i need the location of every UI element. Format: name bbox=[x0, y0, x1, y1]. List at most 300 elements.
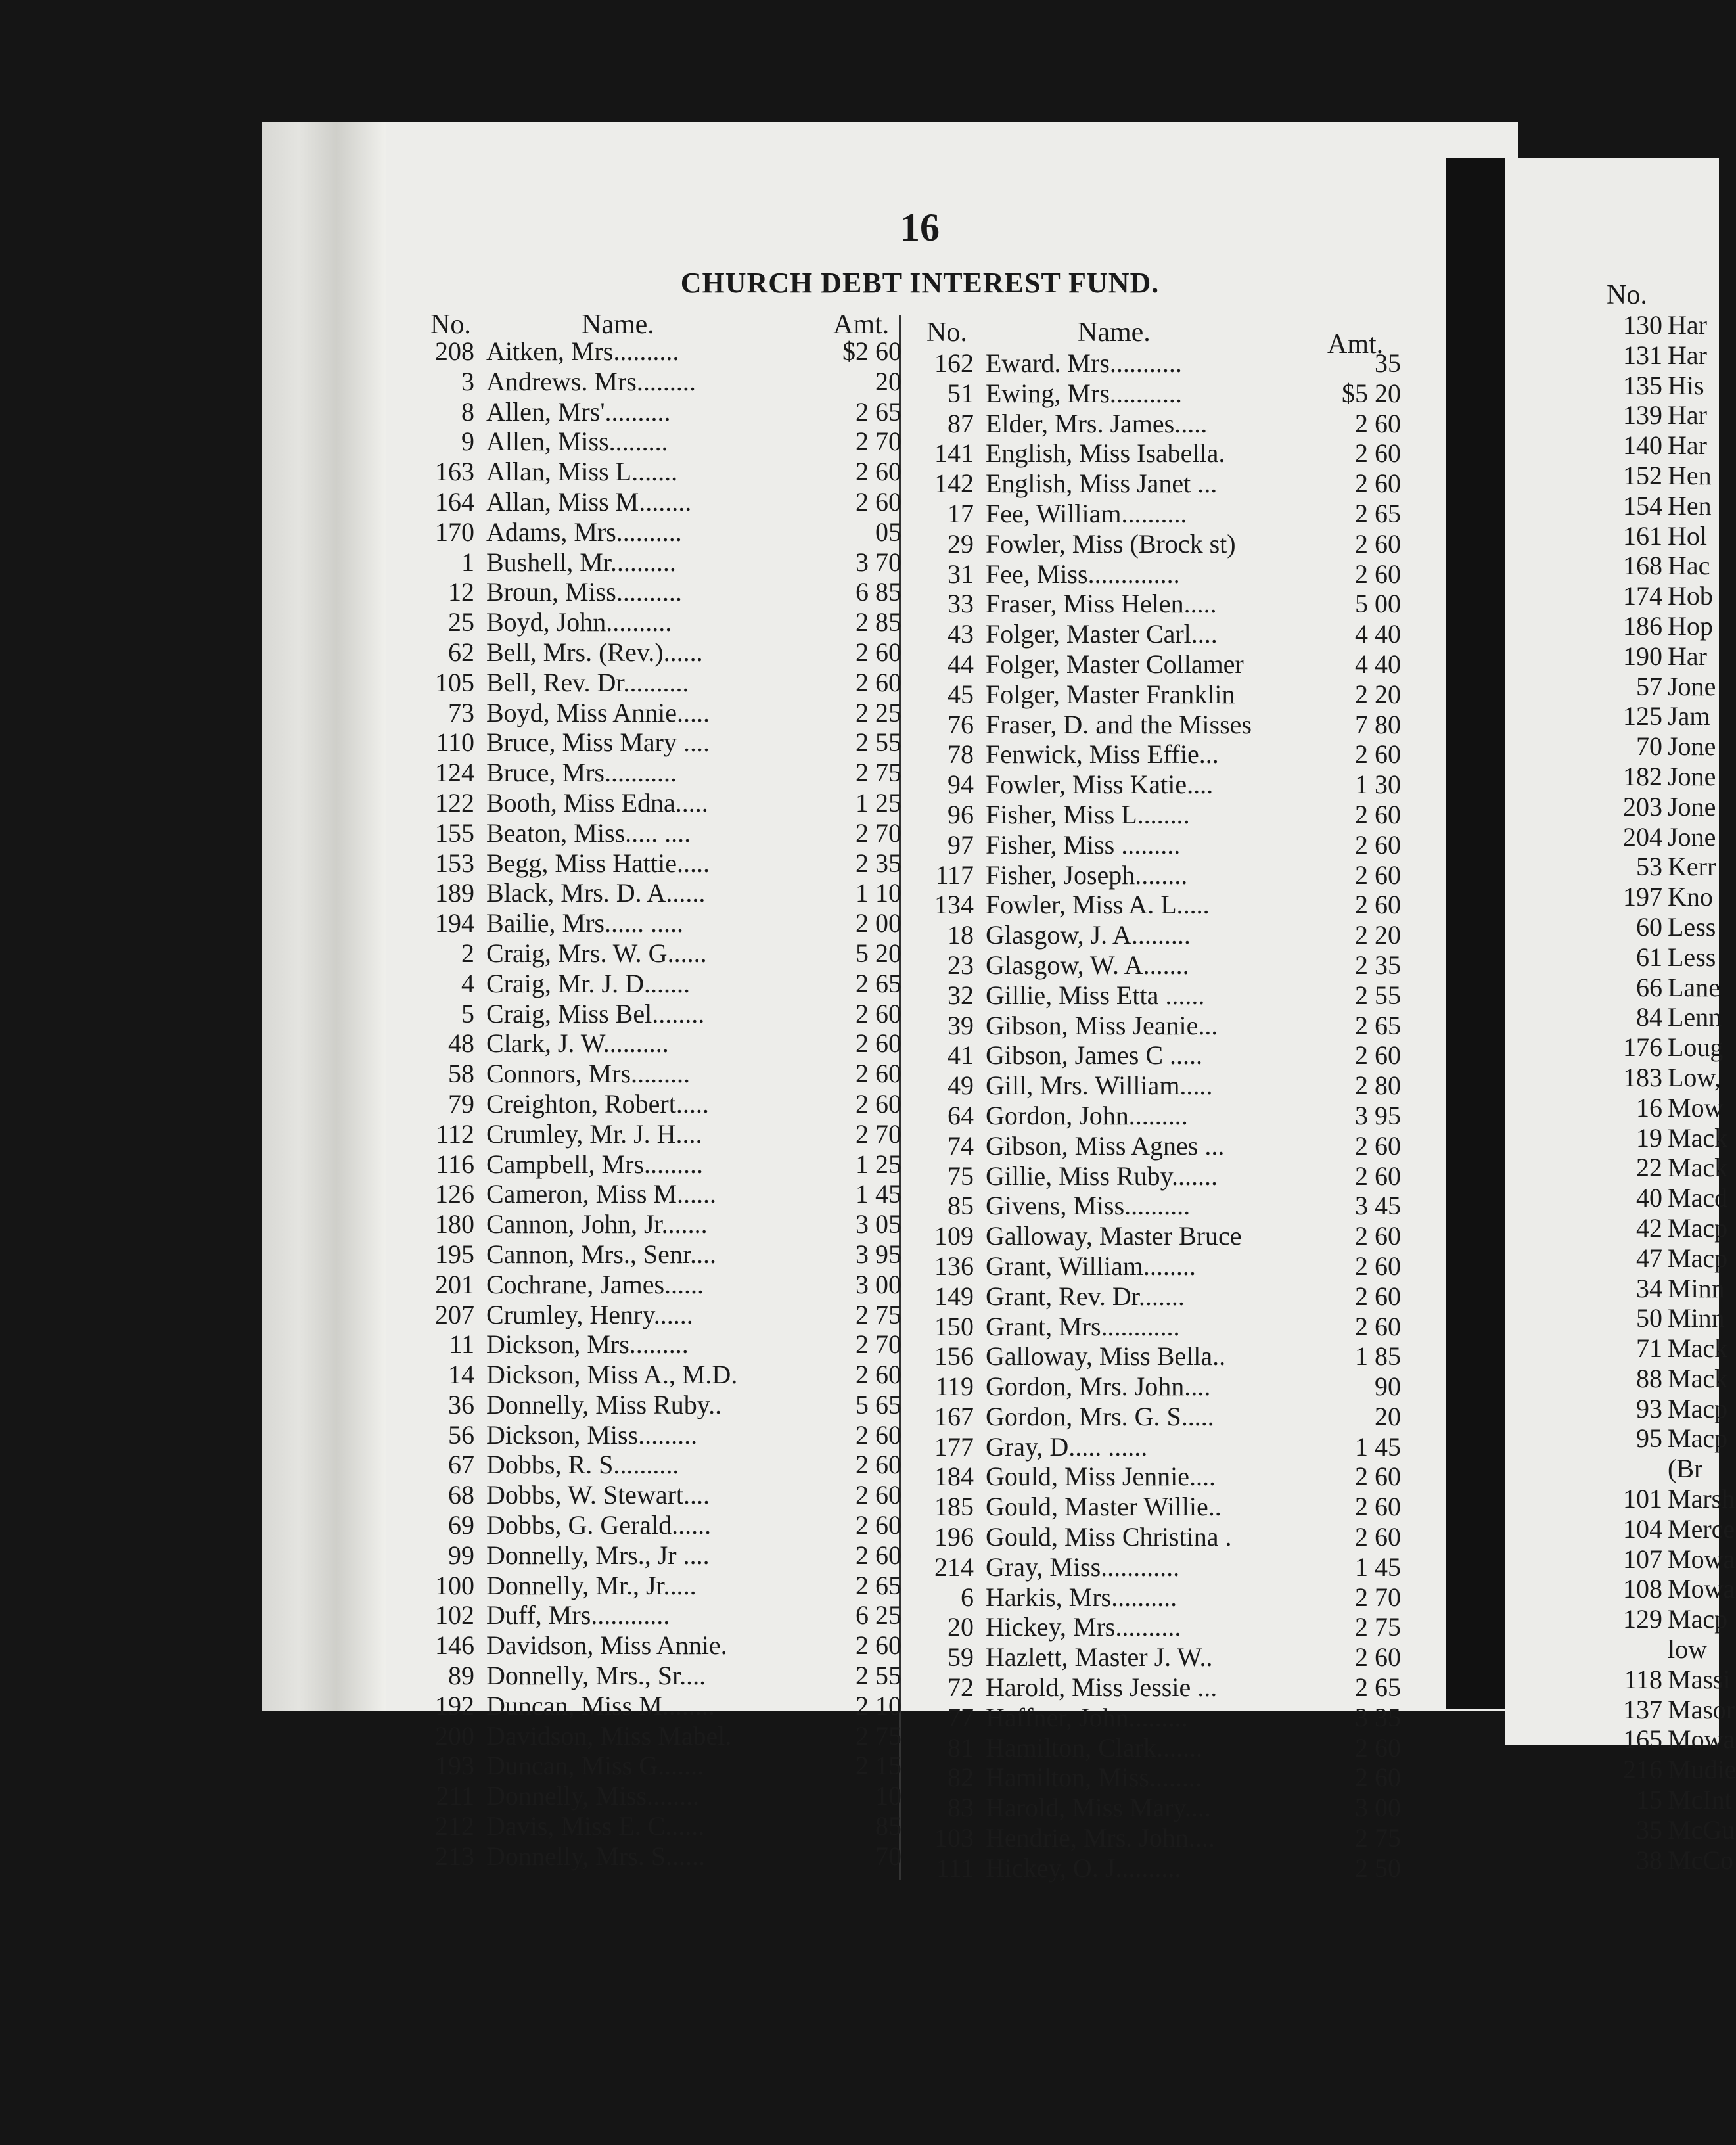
entry-name: Mowa bbox=[1668, 1544, 1735, 1574]
entry-name: Dickson, Mrs......... bbox=[486, 1329, 689, 1360]
entry-no: 149 bbox=[934, 1281, 974, 1311]
list-item bbox=[402, 1510, 902, 1540]
entry-no: 108 bbox=[1623, 1574, 1662, 1604]
entry-no: 96 bbox=[948, 799, 974, 829]
entry-no: 39 bbox=[948, 1010, 974, 1040]
list-item bbox=[1597, 1153, 1728, 1183]
entry-amt: 2 60 bbox=[1355, 528, 1401, 559]
entry-amt: 3 45 bbox=[1355, 1191, 1401, 1221]
list-item bbox=[402, 818, 902, 848]
list-item bbox=[902, 1462, 1401, 1492]
entry-no: 38 bbox=[1636, 1845, 1662, 1875]
entry-name: Kno bbox=[1668, 882, 1713, 912]
entry-no: 97 bbox=[948, 829, 974, 860]
list-item bbox=[902, 1312, 1401, 1342]
entry-amt: 2 65 bbox=[1355, 1010, 1401, 1040]
entry-name: Donnelly, Mrs., Jr .... bbox=[486, 1540, 710, 1570]
entry-no: 88 bbox=[1636, 1363, 1662, 1393]
entry-amt: 2 60 bbox=[856, 1630, 902, 1661]
entry-name: Hen bbox=[1668, 490, 1712, 520]
entry-no: 15 bbox=[1636, 1785, 1662, 1815]
entry-amt: 6 85 bbox=[856, 577, 902, 607]
entry-name: Creighton, Robert..... bbox=[486, 1088, 709, 1119]
entry-no: 17 bbox=[948, 498, 974, 528]
list-item bbox=[902, 1372, 1401, 1402]
entry-no: 4 bbox=[461, 968, 474, 998]
entry-no: 29 bbox=[948, 528, 974, 559]
list-item bbox=[1597, 1785, 1732, 1815]
entry-amt: 2 60 bbox=[856, 1360, 902, 1390]
entry-amt: 1 85 bbox=[1355, 1341, 1401, 1372]
entry-amt: 2 60 bbox=[856, 1450, 902, 1480]
entry-no: 154 bbox=[1623, 490, 1662, 520]
entry-amt: 3 00 bbox=[856, 1269, 902, 1299]
entry-no: 130 bbox=[1623, 310, 1662, 340]
entry-amt: 5 20 bbox=[856, 938, 902, 968]
entry-name: McInt bbox=[1668, 1785, 1732, 1815]
entry-no: 131 bbox=[1623, 340, 1662, 370]
entry-no: 66 bbox=[1636, 972, 1662, 1002]
entry-name: Gibson, Miss Agnes ... bbox=[986, 1130, 1225, 1161]
entry-no: 42 bbox=[1636, 1212, 1662, 1243]
entry-name: Jone bbox=[1668, 791, 1716, 821]
list-item bbox=[402, 848, 902, 879]
entry-amt: 2 70 bbox=[856, 1119, 902, 1149]
entry-amt: 2 60 bbox=[1355, 1522, 1401, 1552]
entry-name: Fowler, Miss A. L..... bbox=[986, 890, 1210, 920]
entry-no: 118 bbox=[1624, 1664, 1662, 1694]
list-item bbox=[402, 788, 902, 818]
entry-amt: 2 60 bbox=[1355, 438, 1401, 469]
entry-no: 16 bbox=[1636, 1092, 1662, 1122]
list-item bbox=[402, 1630, 902, 1661]
list-item bbox=[402, 487, 902, 517]
list-item bbox=[1597, 1394, 1728, 1424]
list-item bbox=[902, 1221, 1401, 1251]
list-item bbox=[902, 619, 1401, 649]
list-item bbox=[1597, 701, 1728, 731]
list-item bbox=[402, 1119, 902, 1149]
list-item bbox=[902, 438, 1401, 469]
entry-amt: 2 50 bbox=[1355, 1853, 1401, 1883]
entry-name: Givens, Miss.......... bbox=[986, 1191, 1191, 1221]
list-item bbox=[1597, 521, 1728, 551]
entry-name: Fraser, Miss Helen..... bbox=[986, 589, 1217, 619]
list-item bbox=[1597, 1063, 1728, 1093]
list-item bbox=[902, 379, 1401, 409]
entry-amt: 2 60 bbox=[1355, 890, 1401, 920]
list-item bbox=[402, 1540, 902, 1571]
list-item bbox=[902, 920, 1401, 950]
entry-name: Andrews. Mrs......... bbox=[486, 366, 696, 396]
entry-name: Lane bbox=[1668, 972, 1720, 1002]
entry-no: 112 bbox=[436, 1119, 474, 1149]
list-item bbox=[1597, 1694, 1735, 1725]
entry-name: Donnelly, Miss........ bbox=[486, 1781, 700, 1811]
right-name-header: Name. bbox=[1078, 317, 1151, 348]
entry-no: 8 bbox=[461, 396, 474, 427]
entry-no: 75 bbox=[948, 1161, 974, 1191]
entry-amt: 2 75 bbox=[1355, 1823, 1401, 1853]
entry-no: 84 bbox=[1636, 1002, 1662, 1032]
list-item bbox=[1597, 1454, 1728, 1484]
list-item bbox=[402, 1661, 902, 1691]
entry-name: Broun, Miss.......... bbox=[486, 577, 682, 607]
left-name-header: Name. bbox=[582, 310, 654, 340]
entry-no: 33 bbox=[948, 589, 974, 619]
entry-no: 192 bbox=[435, 1690, 474, 1720]
entry-name: Craig, Mrs. W. G...... bbox=[486, 938, 707, 968]
entry-no: 194 bbox=[435, 908, 474, 938]
list-item bbox=[402, 1691, 902, 1721]
entry-name: Dobbs, G. Gerald...... bbox=[486, 1510, 712, 1540]
list-item bbox=[402, 938, 902, 969]
list-item bbox=[902, 559, 1401, 589]
list-item bbox=[402, 969, 902, 999]
entry-name: Crumley, Henry...... bbox=[486, 1299, 693, 1329]
entry-no: 155 bbox=[435, 818, 474, 848]
entry-name: Gibson, James C ..... bbox=[986, 1040, 1202, 1071]
list-item bbox=[1597, 1604, 1728, 1634]
entry-amt: 3 00 bbox=[1355, 1793, 1401, 1823]
entry-amt: 2 60 bbox=[1355, 739, 1401, 770]
entry-no: 100 bbox=[435, 1570, 474, 1600]
entry-no: 162 bbox=[934, 348, 974, 378]
entry-name: Fisher, Miss L........ bbox=[986, 799, 1190, 829]
entry-amt: 5 65 bbox=[856, 1389, 902, 1419]
entry-name: Eward. Mrs........... bbox=[986, 348, 1182, 378]
list-item bbox=[902, 1552, 1401, 1582]
list-item bbox=[1597, 1755, 1736, 1785]
entry-amt: 2 15 bbox=[856, 1751, 902, 1781]
entry-no: 61 bbox=[1636, 942, 1662, 972]
list-item bbox=[902, 739, 1401, 770]
entry-name: Fee, William.......... bbox=[986, 498, 1187, 528]
entry-name: Allan, Miss L....... bbox=[486, 457, 678, 487]
entry-no: 204 bbox=[1623, 821, 1662, 852]
entry-no: 140 bbox=[1623, 430, 1662, 461]
left-amt-header: Amt. bbox=[833, 310, 890, 340]
list-item bbox=[902, 1071, 1401, 1101]
entry-name: Dickson, Miss A., M.D. bbox=[486, 1360, 738, 1390]
entry-name: Mack bbox=[1668, 1363, 1728, 1393]
list-item bbox=[402, 1149, 902, 1180]
entry-name: Har bbox=[1668, 430, 1707, 461]
entry-name: Hob bbox=[1668, 581, 1713, 611]
entry-name: Mack bbox=[1668, 1122, 1728, 1153]
entry-name: Macp bbox=[1668, 1212, 1728, 1243]
entry-no: 163 bbox=[435, 457, 474, 487]
entry-no: 142 bbox=[934, 469, 974, 499]
entry-name: Bell, Mrs. (Rev.)...... bbox=[486, 637, 703, 667]
entry-no: 117 bbox=[935, 860, 974, 890]
entry-name: Hen bbox=[1668, 460, 1712, 490]
entry-no: 129 bbox=[1623, 1604, 1662, 1634]
entry-amt: 2 70 bbox=[856, 1329, 902, 1360]
facing-entry-list bbox=[1597, 310, 1736, 1875]
entry-no: 104 bbox=[1623, 1513, 1662, 1544]
entry-name: Gould, Miss Christina . bbox=[986, 1522, 1232, 1552]
entry-name: Harkis, Mrs.......... bbox=[986, 1582, 1177, 1612]
entry-amt: 2 60 bbox=[1355, 408, 1401, 438]
entry-amt: 5 00 bbox=[1355, 589, 1401, 619]
entry-no: 183 bbox=[1623, 1062, 1662, 1092]
entry-name: Gibson, Miss Jeanie... bbox=[986, 1010, 1218, 1040]
entry-amt: 1 45 bbox=[856, 1179, 902, 1209]
entry-name: Davis, Miss E. C...... bbox=[486, 1811, 705, 1841]
list-item bbox=[902, 770, 1401, 800]
entry-amt: 1 30 bbox=[1355, 770, 1401, 800]
entry-amt: 20 bbox=[1375, 1401, 1401, 1431]
entry-no: 136 bbox=[934, 1251, 974, 1281]
entry-amt: 3 70 bbox=[856, 547, 902, 577]
entry-name: Harold, Miss Jessie ... bbox=[986, 1672, 1218, 1703]
entry-amt: 2 75 bbox=[856, 1720, 902, 1751]
entry-name: Begg, Miss Hattie..... bbox=[486, 848, 710, 878]
list-item bbox=[1597, 1484, 1735, 1514]
entry-amt: 2 60 bbox=[1355, 559, 1401, 589]
list-item bbox=[902, 1612, 1401, 1642]
list-item bbox=[902, 830, 1401, 860]
list-item bbox=[1597, 762, 1728, 792]
entry-amt: 2 25 bbox=[856, 697, 902, 727]
entry-no: 212 bbox=[435, 1811, 474, 1841]
entry-no: 182 bbox=[1623, 761, 1662, 791]
entry-name: Davidson, Miss Annie. bbox=[486, 1630, 727, 1661]
entry-name: Grant, Rev. Dr....... bbox=[986, 1281, 1185, 1311]
entry-amt: 2 60 bbox=[1355, 1732, 1401, 1763]
entry-amt: 2 75 bbox=[1355, 1612, 1401, 1642]
entry-no: 125 bbox=[1623, 701, 1662, 731]
list-item bbox=[902, 1642, 1401, 1672]
list-item bbox=[1597, 491, 1728, 521]
page-number: 16 bbox=[900, 206, 940, 249]
entry-no: 53 bbox=[1636, 852, 1662, 882]
entry-amt: 2 00 bbox=[856, 908, 902, 938]
entry-amt: 2 60 bbox=[1355, 1130, 1401, 1161]
entry-no: 105 bbox=[435, 667, 474, 697]
list-item bbox=[902, 1703, 1401, 1733]
list-item bbox=[1597, 792, 1728, 822]
entry-name: Harold, Miss Mary.... bbox=[986, 1793, 1211, 1823]
list-item bbox=[402, 1239, 902, 1270]
entry-name: Gould, Master Willie.. bbox=[986, 1492, 1222, 1522]
entry-name: low bbox=[1668, 1634, 1707, 1665]
entry-amt: 1 10 bbox=[856, 878, 902, 908]
entry-name: Ewing, Mrs........... bbox=[986, 378, 1182, 408]
entry-amt: 2 60 bbox=[1355, 829, 1401, 860]
entry-amt: 1 25 bbox=[856, 787, 902, 818]
left-entry-list bbox=[402, 336, 902, 1872]
entry-no: 70 bbox=[1636, 731, 1662, 762]
list-item bbox=[902, 1402, 1401, 1432]
entry-no: 12 bbox=[448, 577, 474, 607]
list-item bbox=[1597, 1303, 1728, 1333]
entry-name: Gray, D..... ...... bbox=[986, 1431, 1148, 1462]
entry-amt: 2 60 bbox=[1355, 1763, 1401, 1793]
entry-name: Less bbox=[1668, 942, 1716, 972]
entry-amt: 1 25 bbox=[856, 1149, 902, 1179]
list-item bbox=[1597, 581, 1728, 611]
list-item bbox=[902, 1672, 1401, 1703]
entry-no: 216 bbox=[1623, 1755, 1662, 1785]
entry-name: Fisher, Miss ......... bbox=[986, 829, 1181, 860]
entry-no: 11 bbox=[449, 1329, 474, 1360]
entry-name: Hickey, Mrs.......... bbox=[986, 1612, 1181, 1642]
entry-name: Cannon, Mrs., Senr.... bbox=[486, 1239, 716, 1269]
entry-no: 180 bbox=[435, 1209, 474, 1239]
entry-name: Hamilton, Miss........ bbox=[986, 1763, 1202, 1793]
list-item bbox=[902, 710, 1401, 740]
entry-amt: 2 60 bbox=[1355, 1492, 1401, 1522]
entry-no: 57 bbox=[1636, 671, 1662, 701]
entry-name: English, Miss Janet ... bbox=[986, 469, 1218, 499]
entry-name: Beaton, Miss..... .... bbox=[486, 818, 691, 848]
entry-name: (Br bbox=[1668, 1454, 1703, 1484]
entry-no: 23 bbox=[948, 950, 974, 980]
list-item bbox=[402, 908, 902, 938]
entry-name: Galloway, Master Bruce bbox=[986, 1221, 1242, 1251]
list-item bbox=[1597, 430, 1728, 461]
entry-name: Craig, Mr. J. D....... bbox=[486, 968, 690, 998]
list-item bbox=[402, 1600, 902, 1630]
entry-name: Har bbox=[1668, 340, 1707, 370]
entry-name: Low, bbox=[1668, 1062, 1721, 1092]
entry-amt: 2 60 bbox=[856, 1088, 902, 1119]
entry-amt: 2 55 bbox=[856, 727, 902, 758]
entry-name: Connors, Mrs......... bbox=[486, 1059, 691, 1089]
list-item bbox=[902, 1432, 1401, 1462]
entry-amt: 2 70 bbox=[856, 818, 902, 848]
entry-no: 47 bbox=[1636, 1243, 1662, 1273]
entry-amt: 2 60 bbox=[1355, 1040, 1401, 1071]
right-amt-header: Amt. bbox=[1327, 329, 1384, 359]
list-item bbox=[402, 1781, 902, 1811]
entry-amt: 2 60 bbox=[1355, 469, 1401, 499]
entry-amt: 2 75 bbox=[856, 758, 902, 788]
left-no-header: No. bbox=[430, 310, 471, 340]
entry-amt: 2 80 bbox=[1355, 1071, 1401, 1101]
entry-amt: 1 45 bbox=[1355, 1552, 1401, 1582]
entry-name: Cochrane, James...... bbox=[486, 1269, 704, 1299]
entry-no: 18 bbox=[948, 920, 974, 950]
list-item bbox=[1597, 1243, 1728, 1274]
entry-no: 107 bbox=[1623, 1544, 1662, 1574]
entry-name: Hazlett, Master J. W.. bbox=[986, 1642, 1213, 1672]
list-item bbox=[902, 1733, 1401, 1763]
entry-no: 43 bbox=[948, 619, 974, 649]
entry-name: Hickey, O. J.......... bbox=[986, 1853, 1181, 1883]
list-item bbox=[402, 457, 902, 487]
entry-amt: 2 85 bbox=[856, 607, 902, 637]
entry-name: Fowler, Miss Katie.... bbox=[986, 770, 1214, 800]
page-title: CHURCH DEBT INTEREST FUND. bbox=[680, 267, 1160, 299]
entry-no: 9 bbox=[461, 427, 474, 457]
list-item bbox=[402, 1390, 902, 1420]
entry-name: Craig, Miss Bel........ bbox=[486, 998, 705, 1028]
list-item bbox=[402, 1751, 902, 1781]
entry-amt: 2 70 bbox=[1355, 1582, 1401, 1612]
list-item bbox=[902, 348, 1401, 379]
entry-no: 185 bbox=[934, 1492, 974, 1522]
entry-no: 82 bbox=[948, 1763, 974, 1793]
entry-name: Mack bbox=[1668, 1333, 1728, 1364]
entry-name: Folger, Master Collamer bbox=[986, 649, 1244, 679]
entry-name: Minn bbox=[1668, 1303, 1725, 1333]
entry-name: Bailie, Mrs...... ..... bbox=[486, 908, 683, 938]
entry-amt: 2 65 bbox=[1355, 498, 1401, 528]
entry-no: 93 bbox=[1636, 1393, 1662, 1423]
entry-amt: 2 55 bbox=[1355, 980, 1401, 1010]
entry-name: Marsh bbox=[1668, 1484, 1735, 1514]
entry-no: 6 bbox=[961, 1582, 974, 1612]
list-item bbox=[402, 668, 902, 698]
list-item bbox=[902, 950, 1401, 980]
entry-no: 203 bbox=[1623, 791, 1662, 821]
entry-name: Duncan, Miss G....... bbox=[486, 1751, 704, 1781]
entry-name: Grant, Mrs............ bbox=[986, 1311, 1180, 1341]
entry-name: Grant, William........ bbox=[986, 1251, 1196, 1281]
list-item bbox=[402, 1721, 902, 1751]
entry-amt: 10 bbox=[875, 1781, 902, 1811]
entry-no: 164 bbox=[435, 486, 474, 517]
entry-name: Clark, J. W.......... bbox=[486, 1028, 669, 1059]
entry-name: Boyd, John.......... bbox=[486, 607, 672, 637]
list-item bbox=[902, 589, 1401, 619]
entry-name: Massi bbox=[1668, 1664, 1731, 1694]
list-item bbox=[1597, 822, 1728, 852]
list-item bbox=[902, 680, 1401, 710]
list-item bbox=[402, 727, 902, 758]
list-item bbox=[1597, 1664, 1731, 1695]
list-item bbox=[902, 649, 1401, 680]
list-item bbox=[1597, 672, 1728, 702]
entry-name: Bushell, Mr.......... bbox=[486, 547, 676, 577]
entry-no: 208 bbox=[435, 336, 474, 366]
entry-amt: 2 20 bbox=[1355, 679, 1401, 709]
list-item bbox=[1597, 1634, 1728, 1665]
entry-no: 85 bbox=[948, 1191, 974, 1221]
entry-name: Gillie, Miss Ruby....... bbox=[986, 1161, 1218, 1191]
entry-amt: 05 bbox=[875, 517, 902, 547]
entry-name: Gray, Miss............ bbox=[986, 1552, 1180, 1582]
entry-amt: 2 65 bbox=[856, 396, 902, 427]
entry-name: Duff, Mrs............ bbox=[486, 1600, 670, 1630]
list-item bbox=[402, 1300, 902, 1330]
list-item bbox=[1597, 1093, 1728, 1123]
list-item bbox=[902, 980, 1401, 1011]
entry-amt: 2 60 bbox=[856, 1419, 902, 1450]
entry-name: Gill, Mrs. William..... bbox=[986, 1071, 1213, 1101]
entry-name: Jone bbox=[1668, 671, 1716, 701]
entry-name: Duncan, Miss M........ bbox=[486, 1690, 715, 1720]
list-item bbox=[402, 1059, 902, 1089]
entry-name: Dickson, Miss......... bbox=[486, 1419, 698, 1450]
list-item bbox=[902, 1582, 1401, 1613]
entry-name: Fraser, D. and the Misses bbox=[986, 709, 1252, 739]
list-item bbox=[902, 1251, 1401, 1281]
entry-no: 95 bbox=[1636, 1423, 1662, 1454]
list-item bbox=[902, 800, 1401, 830]
entry-name: Folger, Master Franklin bbox=[986, 679, 1235, 709]
list-item bbox=[402, 427, 902, 457]
entry-name: Jone bbox=[1668, 761, 1716, 791]
list-item bbox=[1597, 641, 1728, 672]
entry-no: 214 bbox=[934, 1552, 974, 1582]
list-item bbox=[1597, 912, 1728, 942]
entry-no: 153 bbox=[435, 848, 474, 878]
entry-name: Fenwick, Miss Effie... bbox=[986, 739, 1219, 770]
